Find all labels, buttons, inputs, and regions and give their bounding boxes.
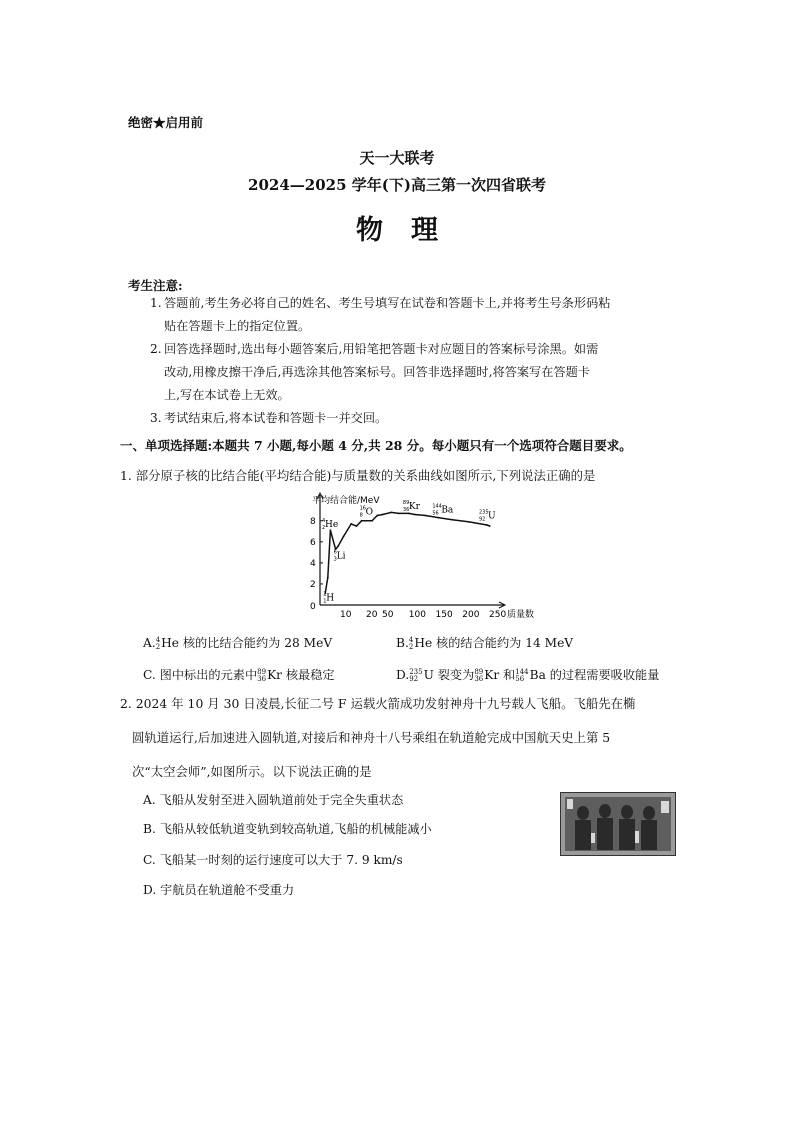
q1-option-b[interactable]	[396, 631, 676, 655]
y-axis-label: 平均结合能/MeV	[312, 496, 380, 506]
nuclide-charge-label: 92	[478, 516, 486, 523]
data-point	[425, 515, 427, 517]
notice-line: 考试结束后,将本试卷和答题卡一并交回。	[164, 411, 388, 425]
data-point	[486, 524, 488, 526]
isotope-charge: 2	[155, 642, 161, 651]
isotope-mass: 89	[257, 667, 267, 676]
binding-energy-chart	[290, 493, 535, 623]
notice-num: 1.	[150, 296, 162, 310]
confidential-mark: 绝密★启用前	[128, 115, 204, 130]
isotope-index	[474, 669, 483, 683]
notice-line: 上,写在本试卷上无效。	[164, 388, 290, 402]
data-point	[376, 515, 378, 517]
notice-line: 改动,用橡皮擦干净后,再选涂其他答案标号。回答非选择题时,将答案写在答题卡	[164, 365, 590, 379]
notice-item-2	[150, 338, 670, 407]
x-tick-label: 10	[340, 610, 352, 620]
q2-option-b[interactable]: B. 飞船从较低轨道变轨到较高轨道,飞船的机械能减小	[143, 822, 432, 836]
data-point	[467, 521, 469, 523]
nuclide-label: H	[326, 593, 335, 604]
data-point	[356, 525, 358, 527]
x-tick-label: 100	[408, 610, 426, 620]
option-text: Ba 的过程需要吸收能量	[529, 668, 660, 682]
isotope-index	[409, 637, 413, 651]
nuclide-charge-label: 36	[402, 507, 410, 514]
nuclide-label: U	[487, 511, 496, 522]
notice-line: 答题前,考生务必将自己的姓名、考生号填写在试卷和答题卡上,并将考生号条形码粘	[164, 296, 611, 310]
stem-line: 圆轨道运行,后加速进入圆轨道,对接后和神舟十八号乘组在轨道舱完成中国航天史上第 5	[132, 730, 611, 745]
isotope-mass: 4	[155, 635, 161, 644]
x-tick-label: 200	[462, 610, 480, 620]
isotope-index	[515, 669, 528, 683]
data-point	[390, 511, 392, 513]
notice-item-1	[150, 292, 670, 338]
x-axis-label: 质量数	[507, 610, 535, 620]
nuclide-charge-label: 1	[323, 598, 327, 605]
question-1-stem: 1. 部分原子核的比结合能(平均结合能)与质量数的关系曲线如图所示,下列说法正确的是	[120, 468, 596, 483]
data-point	[414, 514, 416, 516]
y-tick-label: 2	[310, 579, 316, 590]
nuclide-charge-label: 8	[359, 512, 363, 519]
q1-option-d[interactable]	[396, 663, 686, 687]
exam-title: 2024—2025 学年(下)高三第一次四省联考	[248, 176, 546, 194]
isotope-mass: 144	[515, 667, 529, 676]
isotope-charge: 36	[257, 674, 267, 683]
isotope-charge: 36	[474, 674, 484, 683]
isotope-charge: 56	[515, 674, 525, 683]
data-point	[398, 513, 400, 515]
isotope-mass: 4	[408, 635, 414, 644]
nuclide-label: Kr	[408, 502, 420, 513]
q2-option-c[interactable]: C. 飞船某一时刻的运行速度可以大于 7. 9 km/s	[143, 853, 403, 867]
option-text: He 核的比结合能约为 28 MeV	[161, 636, 333, 650]
notice-num: 2.	[150, 342, 162, 356]
data-point	[371, 520, 373, 522]
y-tick-label: 8	[310, 516, 316, 527]
subject-title: 物理	[356, 215, 466, 246]
nuclide-charge-label: 2	[322, 525, 326, 531]
isotope-index	[409, 669, 422, 683]
x-tick-label: 50	[382, 610, 394, 620]
option-label: C. 图中标出的元素中	[143, 668, 258, 682]
section-heading: 一、单项选择题:本题共 7 小题,每小题 4 分,共 28 分。每小题只有一个选项符合题目要求。	[120, 438, 632, 453]
data-point	[437, 517, 439, 519]
nuclide-mass-label: 89	[402, 500, 410, 507]
nuclide-mass-label: 6	[333, 549, 337, 556]
q1-option-c[interactable]	[143, 663, 403, 687]
notice-num: 3.	[150, 411, 162, 425]
isotope-mass: 235	[409, 667, 423, 676]
astronauts-photo	[560, 792, 676, 856]
origin-label: 0	[310, 602, 316, 612]
data-point	[343, 536, 345, 538]
notice-line: 贴在答题卡上的指定位置。	[164, 319, 311, 333]
nuclide-label: Li	[336, 551, 346, 562]
option-label: D.	[396, 668, 410, 682]
data-point	[350, 523, 352, 525]
option-text: Kr 核最稳定	[267, 668, 335, 682]
data-point	[361, 520, 363, 522]
option-label: A.	[143, 636, 156, 650]
option-label: B.	[396, 636, 409, 650]
option-text: U 裂变为	[423, 668, 475, 682]
nuclide-mass-label: 16	[359, 505, 366, 512]
y-tick-label: 6	[310, 537, 316, 548]
notice-heading: 考生注意:	[128, 278, 183, 293]
nuclide-charge-label: 3	[333, 556, 337, 563]
x-tick-label: 250	[489, 610, 507, 620]
isotope-index	[156, 637, 160, 651]
question-2-stem	[120, 692, 680, 784]
nuclide-label: He	[325, 520, 339, 530]
data-point	[382, 514, 384, 516]
q1-option-a[interactable]	[143, 631, 403, 655]
x-tick-label: 150	[435, 610, 453, 620]
isotope-index	[257, 669, 266, 683]
data-point	[337, 545, 339, 547]
nuclide-charge-label: 56	[432, 510, 439, 517]
data-point	[327, 577, 329, 579]
nuclide-mass-label: 4	[322, 518, 326, 524]
nuclide-mass-label: 235	[478, 509, 489, 516]
option-text: Kr 和	[484, 668, 516, 682]
q2-option-a[interactable]: A. 飞船从发射至进入圆轨道前处于完全失重状态	[143, 793, 404, 807]
x-tick-label: 20	[366, 610, 378, 620]
isotope-mass: 89	[474, 667, 484, 676]
stem-line: 2. 2024 年 10 月 30 日凌晨,长征二号 F 运载火箭成功发射神舟十九号载人飞船。飞船先在椭	[120, 696, 636, 711]
data-point	[489, 525, 491, 527]
notice-item-3	[150, 407, 670, 430]
nuclide-mass-label: 2	[323, 591, 327, 598]
q2-option-d[interactable]: D. 宇航员在轨道舱不受重力	[143, 883, 295, 897]
isotope-charge: 2	[408, 642, 414, 651]
exam-organizer: 天一大联考	[359, 149, 435, 167]
nuclide-label: Ba	[441, 505, 454, 516]
nuclide-mass-label: 144	[432, 503, 442, 510]
nuclide-label: O	[365, 507, 373, 518]
option-text: He 核的结合能约为 14 MeV	[414, 636, 574, 650]
data-point	[451, 519, 453, 521]
y-tick-label: 4	[310, 558, 316, 569]
notice-line: 回答选择题时,选出每小题答案后,用铅笔把答题卡对应题目的答案标号涂黑。如需	[164, 342, 599, 356]
isotope-charge: 92	[409, 674, 419, 683]
stem-line: 次“太空会师”,如图所示。以下说法正确的是	[132, 764, 372, 779]
